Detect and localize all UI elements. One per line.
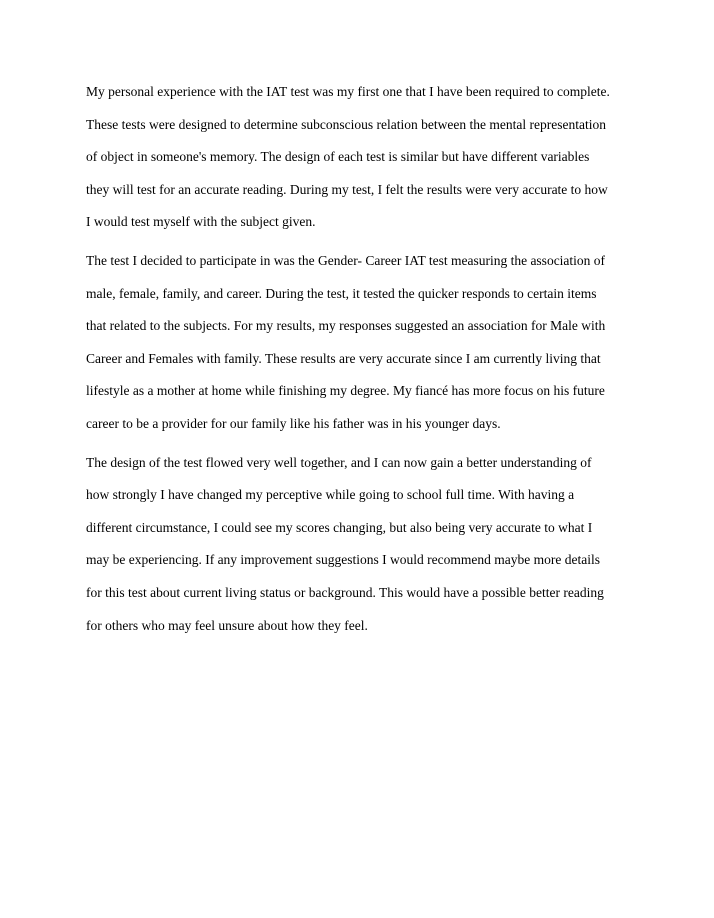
text-line: different circumstance, I could see my scores changing, but also being very accurate to what I: [86, 519, 593, 535]
paragraph-3: [86, 451, 642, 647]
paragraph-2: [86, 249, 642, 445]
document-body: [86, 80, 642, 652]
text-line: lifestyle as a mother at home while finishing my degree. My fiancé has more focus on his future: [86, 383, 605, 399]
text-line: These tests were designed to determine subconscious relation between the mental representation: [86, 116, 606, 132]
text-line: of object in someone's memory. The design of each test is similar but have different variables: [86, 149, 590, 165]
text-line: My personal experience with the IAT test was my first one that I have been required to complete.: [86, 84, 610, 99]
text-line: may be experiencing. If any improvement suggestions I would recommend maybe more details: [86, 552, 600, 568]
text-line: The design of the test flowed very well together, and I can now gain a better understanding of: [86, 454, 592, 470]
text-line: male, female, family, and career. During the test, it tested the quicker responds to certain items: [86, 285, 597, 301]
text-line: for this test about current living status or background. This would have a possible better reading: [86, 584, 604, 600]
text-line: Career and Females with family. These results are very accurate since I am currently living that: [86, 350, 601, 366]
text-line: for others who may feel unsure about how they feel.: [86, 617, 368, 633]
text-line: they will test for an accurate reading. During my test, I felt the results were very accurate to how: [86, 181, 608, 197]
text-line: how strongly I have changed my perceptive while going to school full time. With having a: [86, 487, 575, 503]
text-line: that related to the subjects. For my results, my responses suggested an association for Male with: [86, 318, 606, 334]
paragraph-1: [86, 80, 642, 243]
text-line: The test I decided to participate in was the Gender- Career IAT test measuring the association of: [86, 252, 606, 268]
text-line: career to be a provider for our family like his father was in his younger days.: [86, 415, 501, 431]
text-line: I would test myself with the subject given.: [86, 214, 316, 230]
